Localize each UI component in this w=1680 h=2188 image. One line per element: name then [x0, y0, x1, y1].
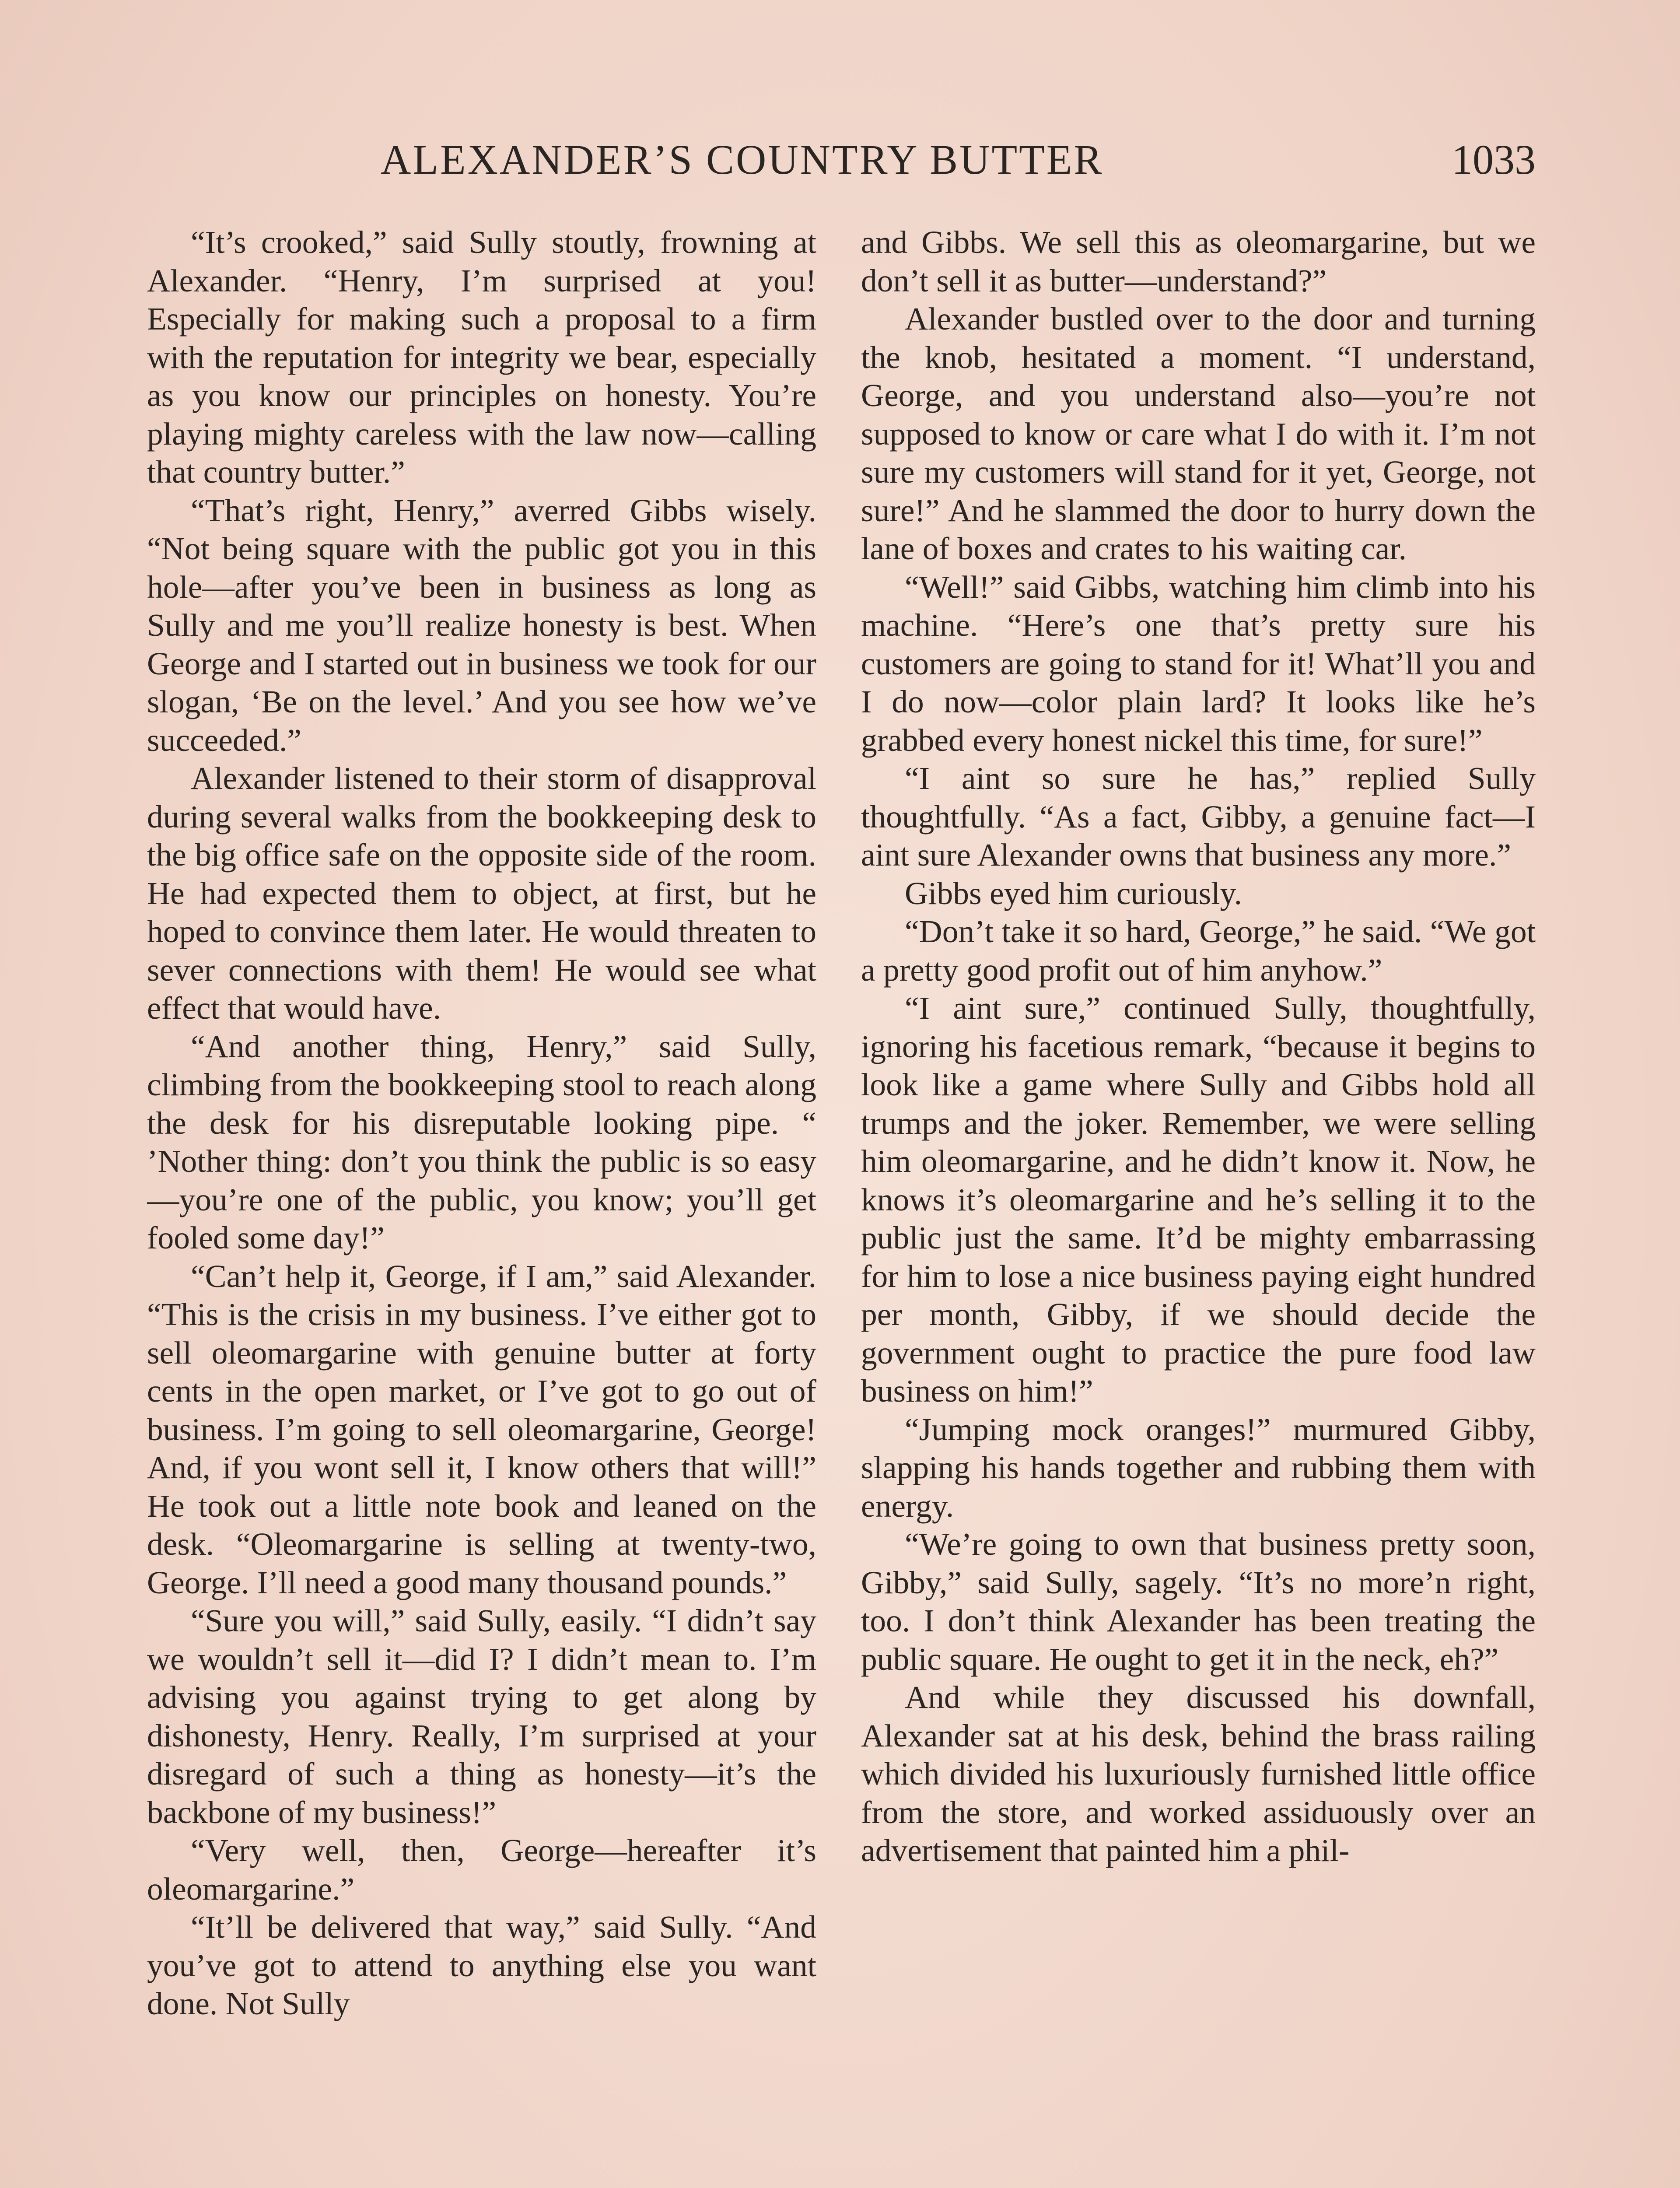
page-number: 1033: [1452, 136, 1536, 183]
running-title: ALEXANDER’S COUNTRY BUTTER: [381, 136, 1104, 183]
paragraph: “It’ll be delivered that way,” said Sully. “And you’ve got to attend to anything else you want done. Not Sully: [147, 1909, 816, 2021]
left-column: [147, 223, 816, 2188]
paragraph: “Well!” said Gibbs, watching him climb into his machine. “Here’s one that’s pretty sure his customers are going to stand for it! What’ll you and I do now—color plain lard? It looks like he’s grabbed every honest nickel this time, for sure!”: [861, 569, 1536, 758]
paragraph: “Sure you will,” said Sully, easily. “I didn’t say we wouldn’t sell it—did I? I didn’t mean to. I’m advising you against trying to get along by dishonesty, Henry. Really, I’m surprised at your disregard of such a thing as honesty—it’s the backbone of my business!”: [147, 1603, 816, 1830]
running-header: [381, 131, 1536, 188]
right-column: [861, 223, 1536, 2188]
paragraph: “It’s crooked,” said Sully stoutly, frowning at Alexander. “Henry, I’m surprised at you! Especially for making such a proposal to a firm with the reputation for integrity we bear, especially as you know our principles on honesty. You’re playing mighty careless with the law now—calling that country butter.”: [147, 224, 816, 490]
paragraph: and Gibbs. We sell this as oleomargarine, but we don’t sell it as butter—understand?”: [861, 224, 1536, 298]
paragraph: “I aint so sure he has,” replied Sully thoughtfully. “As a fact, Gibby, a genuine fact—I aint sure Alexander owns that business any more.”: [861, 761, 1536, 873]
paragraph: Gibbs eyed him curiously.: [905, 875, 1242, 911]
paragraph: “We’re going to own that business pretty soon, Gibby,” said Sully, sagely. “It’s no more’n right, too. I don’t think Alexander has been treating the public square. He ought to get it in the neck, eh?”: [861, 1526, 1536, 1677]
paragraph: Alexander bustled over to the door and turning the knob, hesitated a moment. “I understand, George, and you understand also—you’re not supposed to know or care what I do with it. I’m not sure my customers will stand for it yet, George, not sure!” And he slammed the door to hurry down the lane of boxes and crates to his waiting car.: [861, 301, 1536, 566]
paragraph: Alexander listened to their storm of disapproval during several walks from the bookkeeping desk to the big office safe on the opposite side of the room. He had expected them to object, at first, but he hoped to convince them later. He would threaten to sever connections with them! He would see what effect that would have.: [147, 761, 816, 1026]
paragraph: “That’s right, Henry,” averred Gibbs wisely. “Not being square with the public got you in this hole—after you’ve been in business as long as Sully and me you’ll realize honesty is best. When George and I started out in business we took for our slogan, ‘Be on the level.’ And you see how we’ve succeeded.”: [147, 492, 816, 758]
paragraph: “I aint sure,” continued Sully, thoughtfully, ignoring his facetious remark, “because it begins to look like a game where Sully and Gibbs hold all trumps and the joker. Remember, we were selling him oleomargarine, and he didn’t know it. Now, he knows it’s oleomargarine and he’s selling it to the public just the same. It’d be mighty embarrassing for him to lose a nice business paying eight hundred per month, Gibby, if we should decide the government ought to practice the pure food law business on him!”: [861, 990, 1536, 1409]
paragraph: “Can’t help it, George, if I am,” said Alexander. “This is the crisis in my business. I’ve either got to sell oleomargarine with genuine butter at forty cents in the open market, or I’ve got to go out of business. I’m going to sell oleomargarine, George! And, if you wont sell it, I know others that will!” He took out a little note book and leaned on the desk. “Oleomargarine is selling at twenty-two, George. I’ll need a good many thousand pounds.”: [147, 1258, 816, 1600]
paragraph: “Very well, then, George—hereafter it’s oleomargarine.”: [147, 1833, 816, 1907]
paragraph: And while they discussed his downfall, Alexander sat at his desk, behind the brass railing which divided his luxuriously furnished little office from the store, and worked assiduously over an advertisement that painted him a phil-: [861, 1680, 1536, 1868]
paragraph: “And another thing, Henry,” said Sully, climbing from the bookkeeping stool to reach along the desk for his disreputable looking pipe. “ ’Nother thing: don’t you think the public is so easy—you’re one of the public, you know; you’ll get fooled some day!”: [147, 1028, 816, 1255]
paragraph: “Don’t take it so hard, George,” he said. “We got a pretty good profit out of him anyhow.”: [861, 914, 1536, 988]
paragraph: “Jumping mock oranges!” murmured Gibby, slapping his hands together and rubbing them with energy.: [861, 1411, 1536, 1524]
